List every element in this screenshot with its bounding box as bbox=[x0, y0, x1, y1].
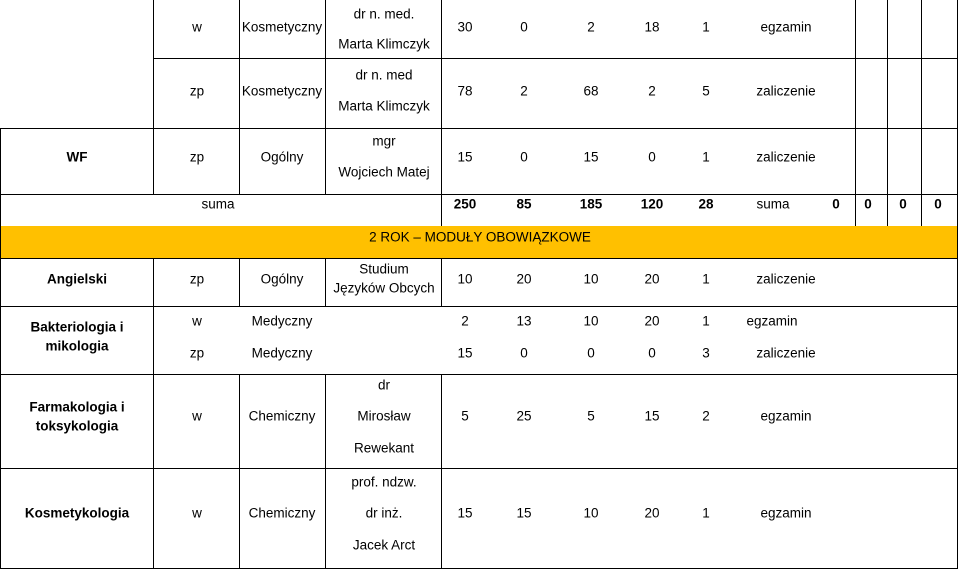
sum-label-secondary: suma bbox=[756, 196, 790, 212]
grid-line bbox=[441, 258, 442, 307]
teacher-cell: mgr bbox=[372, 133, 396, 149]
hours-lecture-cell: 2 bbox=[520, 83, 528, 99]
hours-total-cell: 30 bbox=[457, 19, 473, 35]
grid-line bbox=[153, 258, 154, 569]
teacher-cell: Rewekant bbox=[353, 440, 415, 456]
hours-lecture-cell: 13 bbox=[516, 313, 532, 329]
grid-line bbox=[0, 306, 958, 307]
hours-lecture-cell: 25 bbox=[516, 408, 532, 424]
hours-self-study-cell: 20 bbox=[644, 505, 660, 521]
hours-total-cell: 10 bbox=[457, 271, 473, 287]
hours-total-cell: 78 bbox=[457, 83, 473, 99]
teacher-cell: Mirosław bbox=[357, 408, 411, 424]
grid-line bbox=[0, 194, 958, 195]
sum-secondary-value: 0 bbox=[934, 196, 942, 212]
hours-lecture-cell: 20 bbox=[516, 271, 532, 287]
teacher-cell: Studium bbox=[359, 261, 409, 277]
module-type-cell: Chemiczny bbox=[248, 505, 316, 521]
hours-total-cell: 15 bbox=[457, 345, 473, 361]
form-cell: zp bbox=[189, 345, 205, 361]
assessment-cell: egzamin bbox=[760, 505, 812, 521]
assessment-cell: egzamin bbox=[746, 313, 798, 329]
form-cell: w bbox=[192, 313, 202, 329]
grid-line bbox=[239, 374, 240, 569]
assessment-cell: zaliczenie bbox=[756, 83, 816, 99]
teacher-cell: Marta Klimczyk bbox=[338, 98, 430, 114]
module-type-cell: Chemiczny bbox=[248, 408, 316, 424]
sum-label: suma bbox=[201, 196, 235, 212]
hours-total-cell: 15 bbox=[457, 505, 473, 521]
grid-line bbox=[921, 0, 922, 227]
assessment-cell: zaliczenie bbox=[756, 271, 816, 287]
module-type-cell: Kosmetyczny bbox=[241, 83, 323, 99]
module-name-cell: toksykologia bbox=[35, 418, 119, 434]
assessment-cell: zaliczenie bbox=[756, 345, 816, 361]
hours-practical-cell: 68 bbox=[583, 83, 599, 99]
module-name-cell: Kosmetykologia bbox=[24, 505, 130, 521]
ects-cell: 1 bbox=[702, 149, 710, 165]
form-cell: zp bbox=[189, 83, 205, 99]
teacher-cell: Jacek Arct bbox=[352, 537, 416, 553]
module-type-cell: Medyczny bbox=[251, 313, 313, 329]
grid-line bbox=[441, 0, 442, 195]
hours-practical-cell: 5 bbox=[587, 408, 595, 424]
grid-line bbox=[441, 194, 442, 227]
hours-lecture-cell: 0 bbox=[520, 345, 528, 361]
hours-practical-cell: 10 bbox=[583, 313, 599, 329]
grid-line bbox=[855, 0, 856, 227]
hours-self-study-cell: 15 bbox=[644, 408, 660, 424]
sum-hours-self-study: 120 bbox=[640, 196, 664, 212]
teacher-cell: dr bbox=[377, 377, 391, 393]
form-cell: zp bbox=[189, 271, 205, 287]
sum-secondary-value: 0 bbox=[899, 196, 907, 212]
sum-secondary-value: 0 bbox=[864, 196, 872, 212]
hours-practical-cell: 2 bbox=[587, 19, 595, 35]
form-cell: w bbox=[192, 505, 202, 521]
hours-practical-cell: 10 bbox=[583, 271, 599, 287]
hours-lecture-cell: 0 bbox=[520, 149, 528, 165]
assessment-cell: egzamin bbox=[760, 408, 812, 424]
module-name-cell: Farmakologia i bbox=[29, 399, 125, 415]
module-name-cell: Bakteriologia i bbox=[30, 319, 124, 335]
grid-line bbox=[0, 374, 958, 375]
grid-line bbox=[325, 374, 326, 569]
module-name-cell: mikologia bbox=[45, 338, 109, 354]
grid-line bbox=[0, 128, 958, 129]
grid-line bbox=[0, 258, 958, 259]
section-title: 2 ROK – MODUŁY OBOWIĄZKOWE bbox=[369, 229, 591, 245]
ects-cell: 2 bbox=[702, 408, 710, 424]
assessment-cell: zaliczenie bbox=[756, 149, 816, 165]
teacher-cell: Języków Obcych bbox=[333, 280, 435, 296]
hours-self-study-cell: 20 bbox=[644, 271, 660, 287]
grid-line bbox=[887, 0, 888, 227]
hours-total-cell: 5 bbox=[461, 408, 469, 424]
ects-cell: 3 bbox=[702, 345, 710, 361]
grid-line bbox=[153, 58, 958, 59]
hours-practical-cell: 15 bbox=[583, 149, 599, 165]
module-type-cell: Kosmetyczny bbox=[241, 19, 323, 35]
sum-secondary-value: 0 bbox=[832, 196, 840, 212]
grid-line bbox=[0, 468, 958, 469]
sum-ects: 28 bbox=[698, 196, 714, 212]
hours-lecture-cell: 0 bbox=[520, 19, 528, 35]
module-name-cell: WF bbox=[66, 149, 88, 165]
teacher-cell: Wojciech Matej bbox=[338, 164, 430, 180]
hours-self-study-cell: 18 bbox=[644, 19, 660, 35]
ects-cell: 1 bbox=[702, 19, 710, 35]
ects-cell: 1 bbox=[702, 313, 710, 329]
grid-line bbox=[239, 258, 240, 307]
hours-lecture-cell: 15 bbox=[516, 505, 532, 521]
module-type-cell: Ogólny bbox=[260, 149, 304, 165]
hours-total-cell: 2 bbox=[461, 313, 469, 329]
teacher-cell: dr n. med bbox=[355, 67, 413, 83]
teacher-cell: dr n. med. bbox=[353, 6, 415, 22]
sum-hours-practical: 185 bbox=[579, 196, 603, 212]
grid-line bbox=[441, 374, 442, 569]
hours-total-cell: 15 bbox=[457, 149, 473, 165]
assessment-cell: egzamin bbox=[760, 19, 812, 35]
grid-line bbox=[325, 258, 326, 307]
hours-self-study-cell: 2 bbox=[648, 83, 656, 99]
form-cell: zp bbox=[189, 149, 205, 165]
ects-cell: 1 bbox=[702, 505, 710, 521]
grid-line bbox=[325, 0, 326, 195]
module-type-cell: Ogólny bbox=[260, 271, 304, 287]
grid-line bbox=[239, 0, 240, 195]
grid-line bbox=[0, 128, 1, 569]
grid-line bbox=[153, 0, 154, 195]
form-cell: w bbox=[192, 408, 202, 424]
grid-line bbox=[957, 0, 958, 569]
grid-line bbox=[0, 568, 958, 569]
module-type-cell: Medyczny bbox=[251, 345, 313, 361]
module-name-cell: Angielski bbox=[46, 271, 108, 287]
teacher-cell: Marta Klimczyk bbox=[338, 36, 430, 52]
hours-self-study-cell: 20 bbox=[644, 313, 660, 329]
hours-self-study-cell: 0 bbox=[648, 345, 656, 361]
ects-cell: 1 bbox=[702, 271, 710, 287]
teacher-cell: prof. ndzw. bbox=[351, 474, 417, 490]
teacher-cell: dr inż. bbox=[365, 505, 403, 521]
hours-self-study-cell: 0 bbox=[648, 149, 656, 165]
sum-hours-lecture: 85 bbox=[516, 196, 532, 212]
hours-practical-cell: 10 bbox=[583, 505, 599, 521]
form-cell: w bbox=[192, 19, 202, 35]
ects-cell: 5 bbox=[702, 83, 710, 99]
sum-hours-total: 250 bbox=[453, 196, 477, 212]
hours-practical-cell: 0 bbox=[587, 345, 595, 361]
